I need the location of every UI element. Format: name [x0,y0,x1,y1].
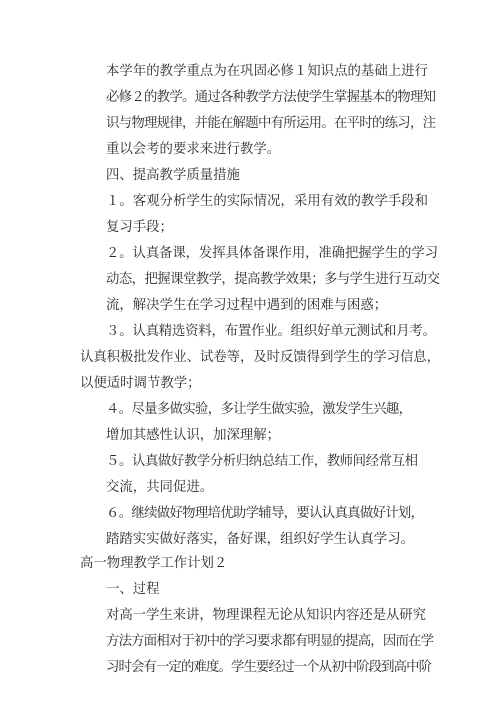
section-heading: 一、过程 [106,582,160,597]
paragraph-line: 方法方面相对于初中的学习要求都有明显的提高，因而在学 [106,634,434,649]
paragraph-line: 踏踏实实做好落实，备好课，组织好学生认真学习。 [106,532,414,547]
section-heading: 四、提高教学质量措施 [106,168,240,183]
paragraph-line: １。客观分析学生的实际情况，采用有效的教学手段和 [106,194,429,209]
paragraph-line: ３。认真精选资料，布置作业。组织好单元测试和月考。 [106,324,436,339]
paragraph-line: 识与物理规律，并能在解题中有所运用。在平时的练习，注 [106,116,436,131]
paragraph-line: ２。认真备课，发挥具体备课作用，准确把握学生的学习 [106,246,438,261]
paragraph-line: 动态，把握课堂教学，提高教学效果；多与学生进行互动交 [106,272,440,287]
paragraph-line: 以便适时调节教学； [80,376,201,391]
paragraph-line: 习时会有一定的难度。学生要经过一个从初中阶段到高中阶 [106,660,432,675]
paragraph-line: 对高一学生来讲，物理课程无论从知识内容还是从研究 [106,608,426,623]
paragraph-line: ６。继续做好物理培优助学辅导，要认认真真做好计划， [106,506,424,521]
paragraph-line: 交流，共同促进。 [106,480,214,495]
paragraph-line: 增加其感性认识，加深理解； [106,428,281,443]
paragraph-line: 本学年的教学重点为在巩固必修１知识点的基础上进行 [106,64,429,79]
paragraph-line: 流，解决学生在学习过程中遇到的困难与困惑； [106,298,388,313]
paragraph-line: 认真积极批发作业、试卷等，及时反馈得到学生的学习信息， [80,350,440,365]
paragraph-line: 复习手段； [106,220,173,235]
paragraph-line: ５。认真做好教学分析归纳总结工作，教师间经常互相 [106,454,418,469]
paragraph-line: ４。尽量多做实验，多让学生做实验，激发学生兴趣， [106,402,412,417]
document-title: 高一物理教学工作计划２ [80,556,228,571]
paragraph-line: 重以会考的要求来进行教学。 [106,142,281,157]
paragraph-line: 必修２的教学。通过各种教学方法使学生掌握基本的物理知 [106,90,436,105]
